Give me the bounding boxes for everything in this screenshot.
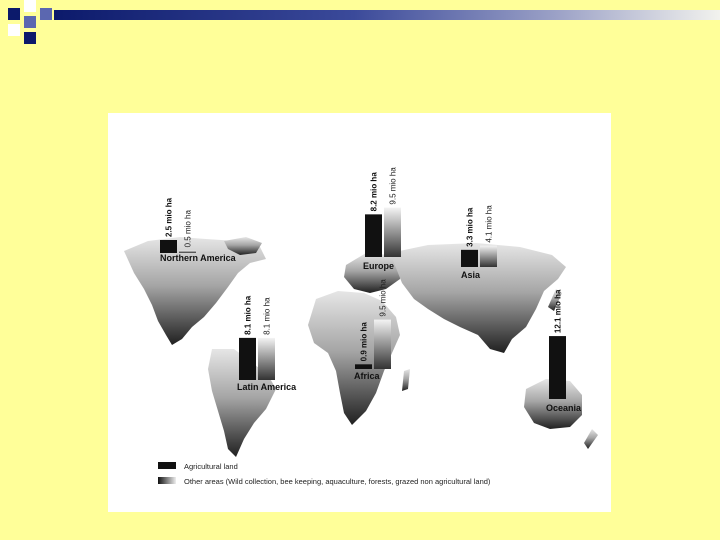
bar-label-other-latin-america: 8.1 mio ha	[262, 297, 272, 335]
bar-agricultural-oceania	[549, 336, 566, 399]
region-label-asia: Asia	[461, 270, 481, 280]
bar-label-other-northern-america: 0.5 mio ha	[183, 210, 193, 248]
bar-label-other-africa: 9.5 mio ha	[378, 279, 388, 317]
bar-label-other-europe: 9.5 mio ha	[388, 167, 398, 205]
bar-other-asia	[480, 246, 497, 267]
region-label-africa: Africa	[354, 371, 380, 381]
bar-other-africa	[374, 320, 391, 369]
bar-other-europe	[384, 208, 401, 257]
bar-label-agricultural-europe: 8.2 mio ha	[369, 172, 379, 212]
bar-other-latin-america	[258, 338, 275, 380]
bar-label-other-asia: 4.1 mio ha	[484, 205, 494, 243]
region-label-oceania: Oceania	[546, 403, 582, 413]
madagascar-shape	[402, 369, 410, 391]
bar-agricultural-asia	[461, 250, 478, 267]
new-zealand-shape	[584, 429, 598, 449]
region-label-europe: Europe	[363, 261, 395, 271]
bar-label-agricultural-asia: 3.3 mio ha	[465, 207, 475, 247]
decor-square	[24, 32, 36, 44]
region-label-latin-america: Latin America	[237, 382, 297, 392]
legend-label-other: Other areas (Wild collection, bee keeping, aquaculture, forests, grazed non agricultural land)	[184, 477, 491, 486]
bar-agricultural-northern-america	[160, 240, 177, 253]
decor-square	[24, 16, 36, 28]
legend	[158, 462, 491, 486]
bar-agricultural-latin-america	[239, 338, 256, 380]
bar-label-agricultural-oceania: 12.1 mio ha	[553, 289, 563, 334]
bar-agricultural-africa	[355, 364, 372, 369]
bar-agricultural-europe	[365, 214, 382, 257]
legend-swatch-agricultural	[158, 462, 176, 469]
world-map-chart	[108, 113, 611, 512]
decor-square	[8, 24, 20, 36]
title-rule	[54, 10, 720, 20]
bar-label-agricultural-northern-america: 2.5 mio ha	[164, 197, 174, 237]
decor-square	[40, 8, 52, 20]
bar-label-agricultural-africa: 0.9 mio ha	[359, 322, 369, 362]
bar-label-agricultural-latin-america: 8.1 mio ha	[243, 295, 253, 335]
region-label-northern-america: Northern America	[160, 253, 236, 263]
legend-label-agricultural: Agricultural land	[184, 462, 238, 471]
legend-swatch-other	[158, 477, 176, 484]
corner-squares-decoration	[0, 0, 64, 46]
decor-square	[8, 8, 20, 20]
decor-square	[24, 0, 36, 12]
chart-figure	[108, 113, 611, 512]
